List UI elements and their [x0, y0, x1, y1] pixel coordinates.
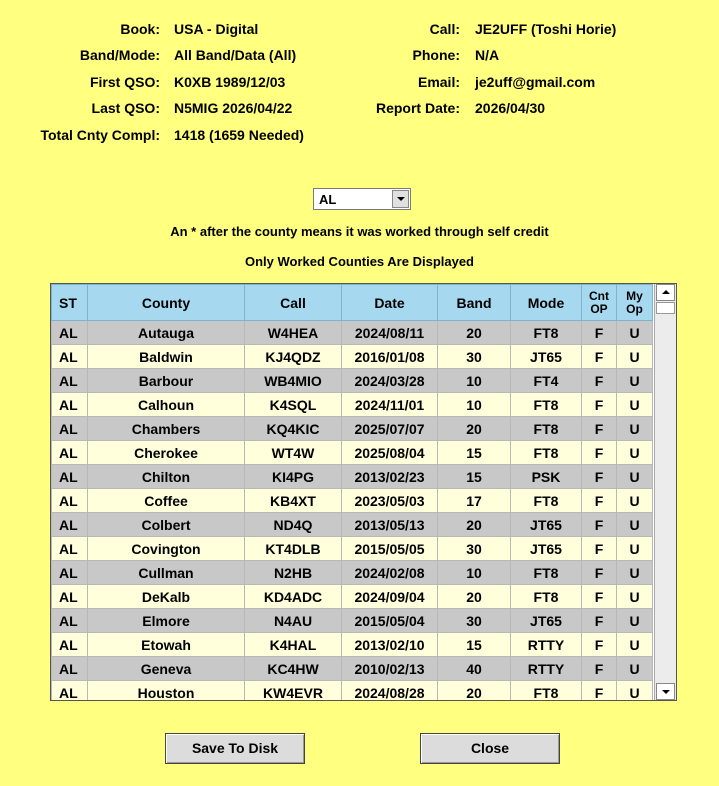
cell-call: WB4MIO — [245, 369, 342, 393]
cell-call: K4SQL — [245, 393, 342, 417]
my-op-line1: My — [626, 288, 643, 303]
cell-county: Baldwin — [88, 345, 245, 369]
county-table — [51, 284, 653, 701]
cell-band: 20 — [438, 681, 511, 702]
cell-call: KD4ADC — [245, 585, 342, 609]
cell-date: 2024/02/08 — [342, 561, 438, 585]
table-row[interactable] — [52, 657, 653, 681]
worked-only-note: Only Worked Counties Are Displayed — [245, 254, 474, 269]
cell-cnt-op: F — [582, 585, 617, 609]
report-date-value: 2026/04/30 — [475, 100, 546, 116]
arrow-down-icon — [662, 690, 670, 694]
close-button[interactable]: Close — [420, 733, 560, 764]
table-row[interactable] — [52, 681, 653, 702]
cell-st: AL — [52, 321, 88, 345]
cell-st: AL — [52, 345, 88, 369]
cell-county: Elmore — [88, 609, 245, 633]
cell-my-op: U — [617, 561, 653, 585]
cell-county: Autauga — [88, 321, 245, 345]
chevron-down-icon — [397, 197, 405, 201]
cell-call: W4HEA — [245, 321, 342, 345]
table-row[interactable] — [52, 489, 653, 513]
cell-my-op: U — [617, 417, 653, 441]
col-header-band[interactable]: Band — [438, 285, 511, 321]
cell-cnt-op: F — [582, 393, 617, 417]
my-op-line2: Op — [626, 301, 643, 316]
scroll-thumb[interactable] — [656, 302, 675, 314]
cell-mode: JT65 — [511, 609, 582, 633]
cell-mode: FT8 — [511, 441, 582, 465]
band-mode-label: Band/Mode: — [79, 47, 160, 63]
cell-band: 10 — [438, 561, 511, 585]
cell-date: 2013/02/10 — [342, 633, 438, 657]
cell-date: 2025/08/04 — [342, 441, 438, 465]
table-row[interactable] — [52, 321, 653, 345]
report-date-label: Report Date: — [375, 100, 460, 116]
call-value: JE2UFF (Toshi Horie) — [475, 21, 617, 37]
arrow-up-icon — [662, 290, 670, 294]
county-grid[interactable] — [50, 283, 677, 701]
phone-value: N/A — [475, 47, 500, 63]
cell-my-op: U — [617, 321, 653, 345]
cell-band: 30 — [438, 345, 511, 369]
cell-cnt-op: F — [582, 465, 617, 489]
vertical-scrollbar[interactable] — [654, 284, 676, 700]
cnt-op-line2: OP — [590, 301, 608, 316]
cell-cnt-op: F — [582, 657, 617, 681]
cell-date: 2015/05/04 — [342, 609, 438, 633]
cell-band: 20 — [438, 321, 511, 345]
cell-mode: FT4 — [511, 369, 582, 393]
cell-date: 2023/05/03 — [342, 489, 438, 513]
cell-date: 2024/11/01 — [342, 393, 438, 417]
cell-band: 15 — [438, 465, 511, 489]
last-qso-label: Last QSO: — [91, 100, 160, 116]
cell-st: AL — [52, 537, 88, 561]
cell-st: AL — [52, 657, 88, 681]
cnt-op-line1: Cnt — [589, 288, 609, 303]
cell-call: KI4PG — [245, 465, 342, 489]
phone-label: Phone: — [412, 47, 460, 63]
cell-my-op: U — [617, 393, 653, 417]
cell-county: Covington — [88, 537, 245, 561]
table-row[interactable] — [52, 345, 653, 369]
state-select-value: AL — [319, 192, 337, 207]
col-header-st[interactable]: ST — [52, 285, 88, 321]
table-row[interactable] — [52, 441, 653, 465]
cell-my-op: U — [617, 609, 653, 633]
total-county-value: 1418 (1659 Needed) — [174, 127, 304, 143]
save-to-disk-button[interactable]: Save To Disk — [165, 733, 305, 764]
cell-call: KC4HW — [245, 657, 342, 681]
state-select-button[interactable] — [392, 190, 409, 208]
first-qso-label: First QSO: — [89, 74, 160, 90]
cell-mode: FT8 — [511, 561, 582, 585]
cell-band: 15 — [438, 633, 511, 657]
cell-call: N4AU — [245, 609, 342, 633]
cell-date: 2013/05/13 — [342, 513, 438, 537]
col-header-my-op[interactable] — [617, 285, 653, 321]
cell-mode: FT8 — [511, 489, 582, 513]
cell-st: AL — [52, 489, 88, 513]
cell-band: 15 — [438, 441, 511, 465]
table-row[interactable] — [52, 609, 653, 633]
cell-date: 2016/01/08 — [342, 345, 438, 369]
cell-band: 10 — [438, 393, 511, 417]
cell-county: Barbour — [88, 369, 245, 393]
cell-cnt-op: F — [582, 633, 617, 657]
cell-call: KT4DLB — [245, 537, 342, 561]
cell-date: 2024/08/28 — [342, 681, 438, 702]
cell-st: AL — [52, 465, 88, 489]
cell-county: DeKalb — [88, 585, 245, 609]
cell-county: Colbert — [88, 513, 245, 537]
cell-call: KW4EVR — [245, 681, 342, 702]
total-county-label: Total Cnty Compl: — [40, 127, 160, 143]
cell-date: 2024/03/28 — [342, 369, 438, 393]
cell-cnt-op: F — [582, 609, 617, 633]
cell-mode: JT65 — [511, 513, 582, 537]
cell-county: Chilton — [88, 465, 245, 489]
book-value: USA - Digital — [174, 21, 259, 37]
cell-call: ND4Q — [245, 513, 342, 537]
cell-cnt-op: F — [582, 513, 617, 537]
cell-st: AL — [52, 393, 88, 417]
first-qso-value: K0XB 1989/12/03 — [174, 74, 286, 90]
cell-mode: FT8 — [511, 585, 582, 609]
table-row[interactable] — [52, 513, 653, 537]
cell-cnt-op: F — [582, 417, 617, 441]
cell-call: K4HAL — [245, 633, 342, 657]
cell-cnt-op: F — [582, 561, 617, 585]
cell-call: WT4W — [245, 441, 342, 465]
cell-mode: JT65 — [511, 537, 582, 561]
cell-county: Cherokee — [88, 441, 245, 465]
cell-st: AL — [52, 585, 88, 609]
table-row[interactable] — [52, 561, 653, 585]
cell-county: Cullman — [88, 561, 245, 585]
cell-date: 2025/07/07 — [342, 417, 438, 441]
table-row[interactable] — [52, 465, 653, 489]
cell-my-op: U — [617, 489, 653, 513]
table-row[interactable] — [52, 585, 653, 609]
cell-band: 17 — [438, 489, 511, 513]
cell-st: AL — [52, 513, 88, 537]
cell-cnt-op: F — [582, 321, 617, 345]
cell-county: Calhoun — [88, 393, 245, 417]
cell-my-op: U — [617, 681, 653, 702]
email-value: je2uff@gmail.com — [475, 74, 596, 90]
cell-band: 20 — [438, 417, 511, 441]
cell-mode: PSK — [511, 465, 582, 489]
cell-mode: RTTY — [511, 657, 582, 681]
call-label: Call: — [429, 21, 460, 37]
scroll-up-button[interactable] — [656, 284, 675, 301]
state-select[interactable] — [313, 188, 411, 210]
cell-mode: FT8 — [511, 393, 582, 417]
cell-cnt-op: F — [582, 345, 617, 369]
cell-date: 2010/02/13 — [342, 657, 438, 681]
cell-mode: FT8 — [511, 321, 582, 345]
cell-county: Geneva — [88, 657, 245, 681]
table-row[interactable] — [52, 369, 653, 393]
scroll-down-button[interactable] — [656, 683, 675, 700]
table-row[interactable] — [52, 417, 653, 441]
cell-cnt-op: F — [582, 441, 617, 465]
cell-mode: FT8 — [511, 417, 582, 441]
cell-mode: FT8 — [511, 681, 582, 702]
cell-county: Chambers — [88, 417, 245, 441]
cell-call: KB4XT — [245, 489, 342, 513]
col-header-call[interactable]: Call — [245, 285, 342, 321]
cell-my-op: U — [617, 465, 653, 489]
cell-st: AL — [52, 681, 88, 702]
cell-my-op: U — [617, 633, 653, 657]
cell-my-op: U — [617, 657, 653, 681]
cell-mode: JT65 — [511, 345, 582, 369]
cell-st: AL — [52, 369, 88, 393]
col-header-cnt-op[interactable] — [582, 285, 617, 321]
cell-county: Houston — [88, 681, 245, 702]
cell-call: N2HB — [245, 561, 342, 585]
book-label: Book: — [120, 21, 160, 37]
table-row[interactable] — [52, 633, 653, 657]
cell-band: 20 — [438, 585, 511, 609]
col-header-county[interactable]: County — [88, 285, 245, 321]
table-row[interactable] — [52, 393, 653, 417]
cell-band: 40 — [438, 657, 511, 681]
cell-my-op: U — [617, 345, 653, 369]
cell-call: KQ4KIC — [245, 417, 342, 441]
cell-date: 2024/09/04 — [342, 585, 438, 609]
cell-my-op: U — [617, 369, 653, 393]
self-credit-note: An * after the county means it was worked through self credit — [170, 224, 549, 239]
cell-st: AL — [52, 417, 88, 441]
cell-my-op: U — [617, 585, 653, 609]
cell-date: 2024/08/11 — [342, 321, 438, 345]
cell-date: 2015/05/05 — [342, 537, 438, 561]
cell-st: AL — [52, 609, 88, 633]
cell-band: 20 — [438, 513, 511, 537]
cell-band: 30 — [438, 537, 511, 561]
cell-date: 2013/02/23 — [342, 465, 438, 489]
cell-st: AL — [52, 441, 88, 465]
table-row[interactable] — [52, 537, 653, 561]
cell-cnt-op: F — [582, 537, 617, 561]
table-header-row — [52, 285, 653, 321]
cell-cnt-op: F — [582, 369, 617, 393]
cell-cnt-op: F — [582, 489, 617, 513]
cell-my-op: U — [617, 441, 653, 465]
cell-county: Coffee — [88, 489, 245, 513]
cell-cnt-op: F — [582, 681, 617, 702]
cell-call: KJ4QDZ — [245, 345, 342, 369]
cell-band: 30 — [438, 609, 511, 633]
cell-band: 10 — [438, 369, 511, 393]
cell-county: Etowah — [88, 633, 245, 657]
col-header-mode[interactable]: Mode — [511, 285, 582, 321]
cell-my-op: U — [617, 537, 653, 561]
cell-mode: RTTY — [511, 633, 582, 657]
cell-st: AL — [52, 633, 88, 657]
cell-my-op: U — [617, 513, 653, 537]
cell-st: AL — [52, 561, 88, 585]
band-mode-value: All Band/Data (All) — [174, 47, 297, 63]
last-qso-value: N5MIG 2026/04/22 — [174, 100, 293, 116]
col-header-date[interactable]: Date — [342, 285, 438, 321]
email-label: Email: — [417, 74, 460, 90]
